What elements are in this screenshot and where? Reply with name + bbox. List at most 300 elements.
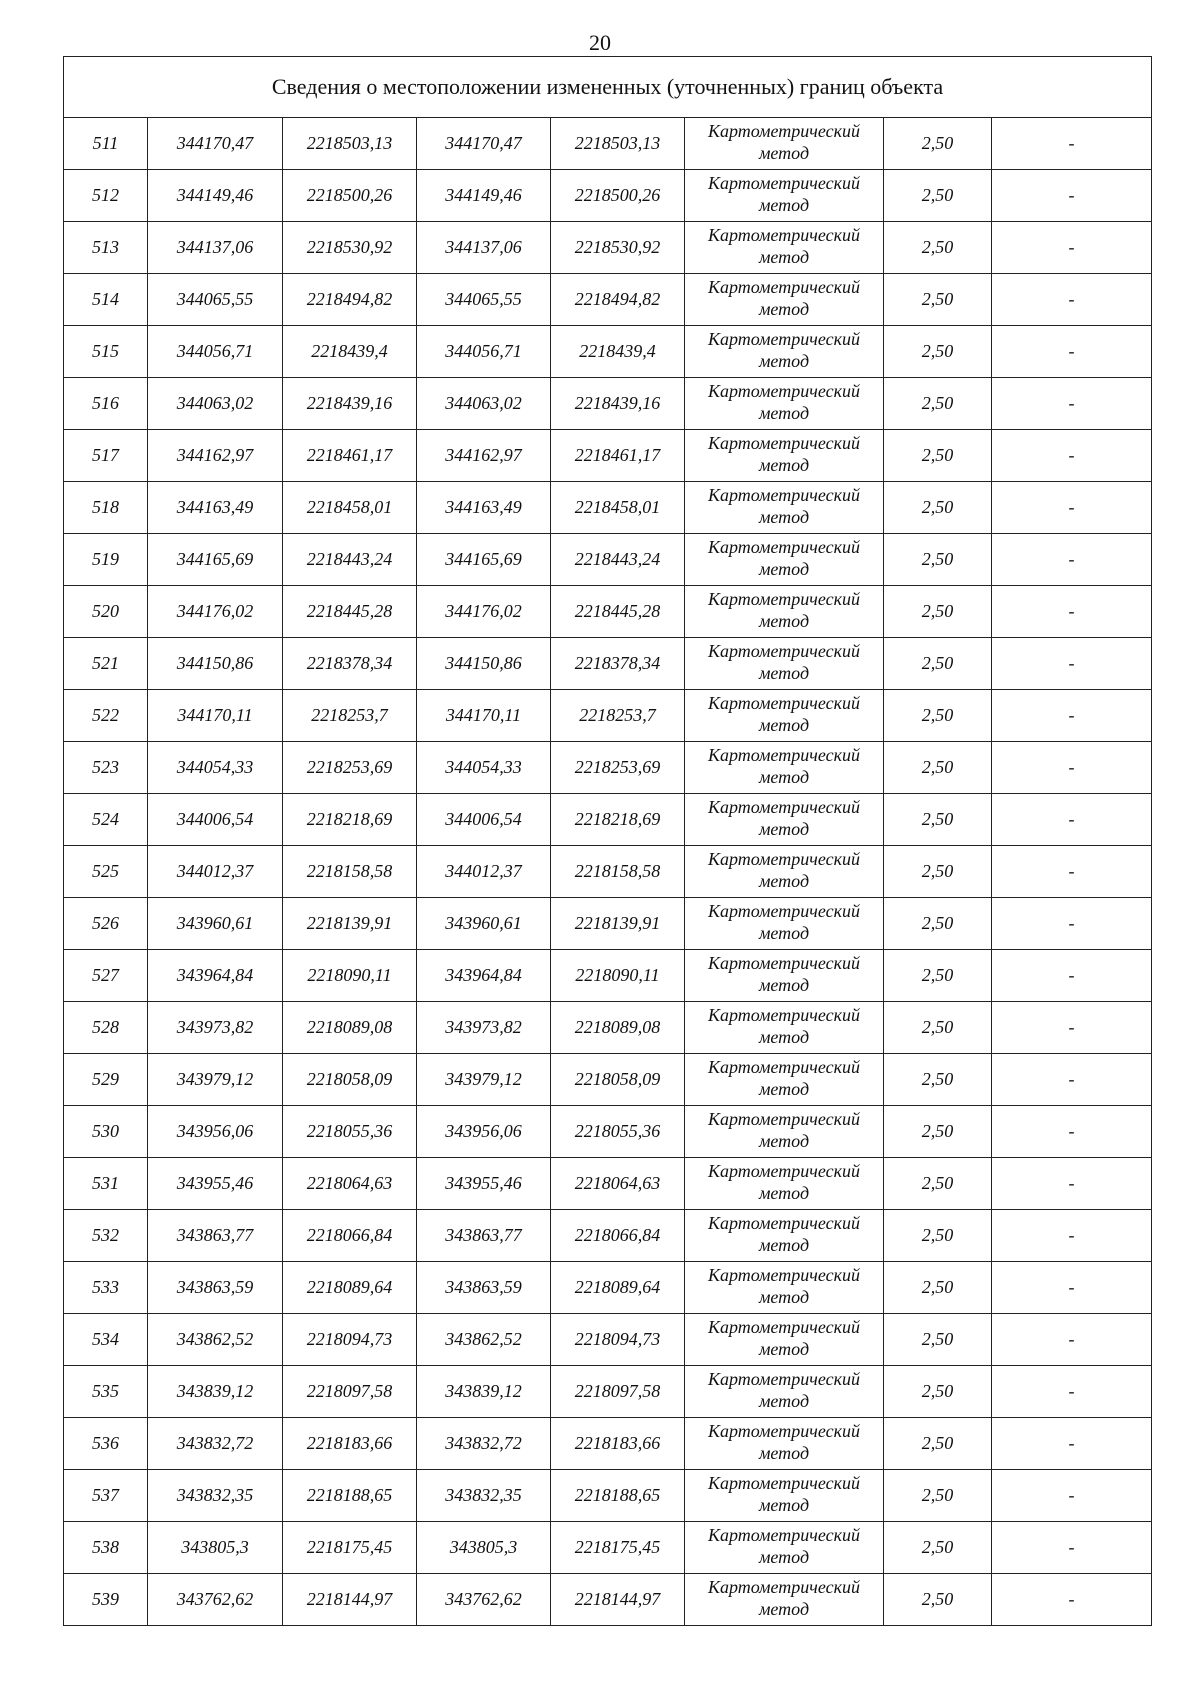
accuracy-cell: 2,50 <box>884 482 992 534</box>
new-x-cell: 343979,12 <box>417 1054 551 1106</box>
existing-y-cell: 2218089,64 <box>283 1262 417 1314</box>
existing-y-cell: 2218066,84 <box>283 1210 417 1262</box>
accuracy-cell: 2,50 <box>884 1210 992 1262</box>
new-x-cell: 343863,59 <box>417 1262 551 1314</box>
method-cell <box>685 898 884 950</box>
method-line-2: метод <box>758 1183 810 1203</box>
method-line-1: Картометрический <box>707 849 860 869</box>
existing-y-cell: 2218439,16 <box>283 378 417 430</box>
method-line-1: Картометрический <box>707 1421 860 1441</box>
new-x-cell: 344162,97 <box>417 430 551 482</box>
table-row <box>64 1366 1152 1418</box>
method-line-2: метод <box>758 975 810 995</box>
method-line-1: Картометрический <box>707 745 860 765</box>
new-y-cell: 2218500,26 <box>551 170 685 222</box>
description-cell: - <box>992 378 1152 430</box>
description-cell: - <box>992 1002 1152 1054</box>
point-number-cell: 530 <box>64 1106 148 1158</box>
accuracy-cell: 2,50 <box>884 1262 992 1314</box>
existing-x-cell: 344006,54 <box>148 794 283 846</box>
new-x-cell: 343964,84 <box>417 950 551 1002</box>
existing-y-cell: 2218097,58 <box>283 1366 417 1418</box>
accuracy-cell: 2,50 <box>884 1522 992 1574</box>
existing-x-cell: 344149,46 <box>148 170 283 222</box>
table-row <box>64 690 1152 742</box>
accuracy-cell: 2,50 <box>884 430 992 482</box>
method-line-1: Картометрический <box>707 1369 860 1389</box>
description-cell: - <box>992 430 1152 482</box>
description-cell: - <box>992 898 1152 950</box>
existing-y-cell: 2218058,09 <box>283 1054 417 1106</box>
description-cell: - <box>992 742 1152 794</box>
point-number-cell: 511 <box>64 118 148 170</box>
point-number-cell: 513 <box>64 222 148 274</box>
existing-x-cell: 343839,12 <box>148 1366 283 1418</box>
method-line-1: Картометрический <box>707 1317 860 1337</box>
method-cell <box>685 638 884 690</box>
existing-x-cell: 343832,72 <box>148 1418 283 1470</box>
accuracy-cell: 2,50 <box>884 1470 992 1522</box>
accuracy-cell: 2,50 <box>884 378 992 430</box>
new-x-cell: 344176,02 <box>417 586 551 638</box>
description-cell: - <box>992 1054 1152 1106</box>
table-row <box>64 1210 1152 1262</box>
new-y-cell: 2218055,36 <box>551 1106 685 1158</box>
method-line-2: метод <box>758 663 810 683</box>
existing-y-cell: 2218253,69 <box>283 742 417 794</box>
new-x-cell: 343762,62 <box>417 1574 551 1626</box>
accuracy-cell: 2,50 <box>884 326 992 378</box>
page-number: 20 <box>589 30 611 55</box>
point-number-cell: 516 <box>64 378 148 430</box>
new-y-cell: 2218445,28 <box>551 586 685 638</box>
new-y-cell: 2218158,58 <box>551 846 685 898</box>
existing-y-cell: 2218253,7 <box>283 690 417 742</box>
method-line-1: Картометрический <box>707 433 860 453</box>
accuracy-cell: 2,50 <box>884 586 992 638</box>
table-row <box>64 1470 1152 1522</box>
method-line-2: метод <box>758 247 810 267</box>
existing-x-cell: 344170,47 <box>148 118 283 170</box>
accuracy-cell: 2,50 <box>884 1054 992 1106</box>
new-y-cell: 2218494,82 <box>551 274 685 326</box>
point-number-cell: 524 <box>64 794 148 846</box>
method-line-2: метод <box>758 351 810 371</box>
accuracy-cell: 2,50 <box>884 898 992 950</box>
method-cell <box>685 274 884 326</box>
description-cell: - <box>992 1314 1152 1366</box>
new-y-cell: 2218188,65 <box>551 1470 685 1522</box>
description-cell: - <box>992 586 1152 638</box>
new-x-cell: 343832,35 <box>417 1470 551 1522</box>
accuracy-cell: 2,50 <box>884 742 992 794</box>
description-cell: - <box>992 118 1152 170</box>
method-line-1: Картометрический <box>707 1525 860 1545</box>
table-row <box>64 794 1152 846</box>
method-line-2: метод <box>758 767 810 787</box>
method-line-2: метод <box>758 1599 810 1619</box>
new-x-cell: 344012,37 <box>417 846 551 898</box>
method-line-1: Картометрический <box>707 225 860 245</box>
table-row <box>64 898 1152 950</box>
new-y-cell: 2218253,69 <box>551 742 685 794</box>
accuracy-cell: 2,50 <box>884 846 992 898</box>
method-line-2: метод <box>758 819 810 839</box>
new-x-cell: 344165,69 <box>417 534 551 586</box>
method-line-1: Картометрический <box>707 901 860 921</box>
point-number-cell: 536 <box>64 1418 148 1470</box>
new-x-cell: 344063,02 <box>417 378 551 430</box>
existing-x-cell: 343832,35 <box>148 1470 283 1522</box>
accuracy-cell: 2,50 <box>884 1106 992 1158</box>
existing-y-cell: 2218144,97 <box>283 1574 417 1626</box>
new-x-cell: 343863,77 <box>417 1210 551 1262</box>
new-x-cell: 344163,49 <box>417 482 551 534</box>
point-number-cell: 526 <box>64 898 148 950</box>
method-line-1: Картометрический <box>707 1473 860 1493</box>
description-cell: - <box>992 846 1152 898</box>
table-row <box>64 1314 1152 1366</box>
description-cell: - <box>992 1262 1152 1314</box>
point-number-cell: 538 <box>64 1522 148 1574</box>
method-cell <box>685 950 884 1002</box>
description-cell: - <box>992 1522 1152 1574</box>
method-cell <box>685 1366 884 1418</box>
existing-x-cell: 343964,84 <box>148 950 283 1002</box>
new-x-cell: 344150,86 <box>417 638 551 690</box>
table-row <box>64 1522 1152 1574</box>
accuracy-cell: 2,50 <box>884 1366 992 1418</box>
new-y-cell: 2218175,45 <box>551 1522 685 1574</box>
point-number-cell: 535 <box>64 1366 148 1418</box>
method-line-2: метод <box>758 143 810 163</box>
method-cell <box>685 378 884 430</box>
table-row <box>64 534 1152 586</box>
new-y-cell: 2218090,11 <box>551 950 685 1002</box>
method-cell <box>685 534 884 586</box>
point-number-cell: 519 <box>64 534 148 586</box>
accuracy-cell: 2,50 <box>884 950 992 1002</box>
accuracy-cell: 2,50 <box>884 170 992 222</box>
accuracy-cell: 2,50 <box>884 1002 992 1054</box>
accuracy-cell: 2,50 <box>884 1418 992 1470</box>
new-y-cell: 2218503,13 <box>551 118 685 170</box>
point-number-cell: 514 <box>64 274 148 326</box>
method-line-2: метод <box>758 195 810 215</box>
new-y-cell: 2218089,08 <box>551 1002 685 1054</box>
description-cell: - <box>992 170 1152 222</box>
method-line-2: метод <box>758 715 810 735</box>
method-cell <box>685 1418 884 1470</box>
existing-x-cell: 344065,55 <box>148 274 283 326</box>
method-line-1: Картометрический <box>707 277 860 297</box>
table-title-row <box>64 57 1152 118</box>
existing-x-cell: 343973,82 <box>148 1002 283 1054</box>
method-line-1: Картометрический <box>707 797 860 817</box>
method-line-2: метод <box>758 455 810 475</box>
point-number-cell: 521 <box>64 638 148 690</box>
method-cell <box>685 1314 884 1366</box>
method-cell <box>685 1470 884 1522</box>
existing-y-cell: 2218094,73 <box>283 1314 417 1366</box>
method-line-1: Картометрический <box>707 1213 860 1233</box>
point-number-cell: 522 <box>64 690 148 742</box>
table-title: Сведения о местоположении измененных (уточненных) границ объекта <box>64 57 1152 118</box>
accuracy-cell: 2,50 <box>884 690 992 742</box>
existing-x-cell: 344056,71 <box>148 326 283 378</box>
new-x-cell: 344006,54 <box>417 794 551 846</box>
method-cell <box>685 482 884 534</box>
description-cell: - <box>992 1418 1152 1470</box>
method-cell <box>685 1158 884 1210</box>
new-y-cell: 2218378,34 <box>551 638 685 690</box>
existing-y-cell: 2218218,69 <box>283 794 417 846</box>
method-line-1: Картометрический <box>707 121 860 141</box>
table-row <box>64 430 1152 482</box>
point-number-cell: 525 <box>64 846 148 898</box>
method-line-1: Картометрический <box>707 953 860 973</box>
existing-x-cell: 343956,06 <box>148 1106 283 1158</box>
method-cell <box>685 222 884 274</box>
table-row <box>64 1106 1152 1158</box>
new-x-cell: 343955,46 <box>417 1158 551 1210</box>
existing-y-cell: 2218055,36 <box>283 1106 417 1158</box>
description-cell: - <box>992 222 1152 274</box>
method-line-2: метод <box>758 1287 810 1307</box>
method-cell <box>685 1522 884 1574</box>
method-line-2: метод <box>758 1391 810 1411</box>
table-row <box>64 846 1152 898</box>
existing-y-cell: 2218530,92 <box>283 222 417 274</box>
table-row <box>64 222 1152 274</box>
table-row <box>64 274 1152 326</box>
existing-y-cell: 2218439,4 <box>283 326 417 378</box>
table-row <box>64 1054 1152 1106</box>
existing-x-cell: 344170,11 <box>148 690 283 742</box>
coordinates-table-container <box>63 56 1151 1626</box>
method-line-2: метод <box>758 1339 810 1359</box>
accuracy-cell: 2,50 <box>884 794 992 846</box>
existing-y-cell: 2218443,24 <box>283 534 417 586</box>
method-cell <box>685 170 884 222</box>
new-y-cell: 2218530,92 <box>551 222 685 274</box>
method-line-1: Картометрический <box>707 173 860 193</box>
existing-y-cell: 2218500,26 <box>283 170 417 222</box>
method-line-1: Картометрический <box>707 329 860 349</box>
table-row <box>64 482 1152 534</box>
method-cell <box>685 1210 884 1262</box>
existing-x-cell: 344063,02 <box>148 378 283 430</box>
existing-x-cell: 344150,86 <box>148 638 283 690</box>
new-y-cell: 2218139,91 <box>551 898 685 950</box>
description-cell: - <box>992 482 1152 534</box>
existing-x-cell: 344165,69 <box>148 534 283 586</box>
new-x-cell: 343973,82 <box>417 1002 551 1054</box>
method-line-1: Картометрический <box>707 1057 860 1077</box>
existing-x-cell: 343762,62 <box>148 1574 283 1626</box>
method-line-1: Картометрический <box>707 1577 860 1597</box>
point-number-cell: 539 <box>64 1574 148 1626</box>
method-line-1: Картометрический <box>707 1005 860 1025</box>
new-x-cell: 343832,72 <box>417 1418 551 1470</box>
existing-y-cell: 2218139,91 <box>283 898 417 950</box>
new-x-cell: 343956,06 <box>417 1106 551 1158</box>
new-y-cell: 2218439,16 <box>551 378 685 430</box>
existing-x-cell: 343862,52 <box>148 1314 283 1366</box>
description-cell: - <box>992 1106 1152 1158</box>
point-number-cell: 529 <box>64 1054 148 1106</box>
method-line-1: Картометрический <box>707 485 860 505</box>
accuracy-cell: 2,50 <box>884 1574 992 1626</box>
new-y-cell: 2218253,7 <box>551 690 685 742</box>
existing-x-cell: 344162,97 <box>148 430 283 482</box>
point-number-cell: 527 <box>64 950 148 1002</box>
description-cell: - <box>992 326 1152 378</box>
table-row <box>64 1262 1152 1314</box>
existing-y-cell: 2218090,11 <box>283 950 417 1002</box>
method-line-2: метод <box>758 923 810 943</box>
method-line-2: метод <box>758 1443 810 1463</box>
method-line-2: метод <box>758 1547 810 1567</box>
method-line-2: метод <box>758 1027 810 1047</box>
existing-y-cell: 2218458,01 <box>283 482 417 534</box>
new-x-cell: 343862,52 <box>417 1314 551 1366</box>
accuracy-cell: 2,50 <box>884 222 992 274</box>
new-x-cell: 344054,33 <box>417 742 551 794</box>
existing-y-cell: 2218188,65 <box>283 1470 417 1522</box>
method-cell <box>685 1106 884 1158</box>
existing-x-cell: 343863,77 <box>148 1210 283 1262</box>
new-y-cell: 2218066,84 <box>551 1210 685 1262</box>
method-line-2: метод <box>758 403 810 423</box>
point-number-cell: 523 <box>64 742 148 794</box>
table-row <box>64 170 1152 222</box>
new-x-cell: 344149,46 <box>417 170 551 222</box>
description-cell: - <box>992 690 1152 742</box>
method-line-2: метод <box>758 507 810 527</box>
table-row <box>64 950 1152 1002</box>
method-cell <box>685 1002 884 1054</box>
existing-x-cell: 344137,06 <box>148 222 283 274</box>
point-number-cell: 533 <box>64 1262 148 1314</box>
method-line-2: метод <box>758 611 810 631</box>
point-number-cell: 512 <box>64 170 148 222</box>
description-cell: - <box>992 1470 1152 1522</box>
existing-y-cell: 2218378,34 <box>283 638 417 690</box>
accuracy-cell: 2,50 <box>884 534 992 586</box>
table-body <box>64 57 1152 1626</box>
point-number-cell: 518 <box>64 482 148 534</box>
table-row <box>64 1418 1152 1470</box>
method-cell <box>685 1054 884 1106</box>
existing-y-cell: 2218494,82 <box>283 274 417 326</box>
point-number-cell: 532 <box>64 1210 148 1262</box>
point-number-cell: 520 <box>64 586 148 638</box>
accuracy-cell: 2,50 <box>884 1158 992 1210</box>
accuracy-cell: 2,50 <box>884 1314 992 1366</box>
method-line-1: Картометрический <box>707 693 860 713</box>
method-line-1: Картометрический <box>707 641 860 661</box>
method-line-2: метод <box>758 1131 810 1151</box>
existing-y-cell: 2218183,66 <box>283 1418 417 1470</box>
table-row <box>64 1158 1152 1210</box>
table-row <box>64 1574 1152 1626</box>
method-line-2: метод <box>758 299 810 319</box>
description-cell: - <box>992 534 1152 586</box>
method-line-1: Картометрический <box>707 1109 860 1129</box>
method-line-1: Картометрический <box>707 589 860 609</box>
new-x-cell: 344137,06 <box>417 222 551 274</box>
new-y-cell: 2218443,24 <box>551 534 685 586</box>
method-cell <box>685 1574 884 1626</box>
table-row <box>64 378 1152 430</box>
new-y-cell: 2218458,01 <box>551 482 685 534</box>
existing-y-cell: 2218089,08 <box>283 1002 417 1054</box>
method-line-2: метод <box>758 1235 810 1255</box>
accuracy-cell: 2,50 <box>884 638 992 690</box>
new-x-cell: 344170,47 <box>417 118 551 170</box>
table-row <box>64 742 1152 794</box>
method-line-2: метод <box>758 1079 810 1099</box>
existing-x-cell: 343960,61 <box>148 898 283 950</box>
method-cell <box>685 690 884 742</box>
existing-x-cell: 343863,59 <box>148 1262 283 1314</box>
description-cell: - <box>992 1574 1152 1626</box>
accuracy-cell: 2,50 <box>884 118 992 170</box>
new-y-cell: 2218439,4 <box>551 326 685 378</box>
table-row <box>64 638 1152 690</box>
description-cell: - <box>992 950 1152 1002</box>
description-cell: - <box>992 1210 1152 1262</box>
new-y-cell: 2218218,69 <box>551 794 685 846</box>
new-x-cell: 344170,11 <box>417 690 551 742</box>
description-cell: - <box>992 274 1152 326</box>
new-y-cell: 2218097,58 <box>551 1366 685 1418</box>
table-row <box>64 118 1152 170</box>
existing-y-cell: 2218064,63 <box>283 1158 417 1210</box>
existing-x-cell: 344054,33 <box>148 742 283 794</box>
point-number-cell: 534 <box>64 1314 148 1366</box>
method-line-1: Картометрический <box>707 381 860 401</box>
point-number-cell: 517 <box>64 430 148 482</box>
method-line-2: метод <box>758 559 810 579</box>
method-cell <box>685 1262 884 1314</box>
new-x-cell: 344056,71 <box>417 326 551 378</box>
existing-y-cell: 2218158,58 <box>283 846 417 898</box>
new-x-cell: 343805,3 <box>417 1522 551 1574</box>
new-y-cell: 2218144,97 <box>551 1574 685 1626</box>
existing-x-cell: 343979,12 <box>148 1054 283 1106</box>
new-x-cell: 344065,55 <box>417 274 551 326</box>
method-line-1: Картометрический <box>707 1265 860 1285</box>
description-cell: - <box>992 1158 1152 1210</box>
new-y-cell: 2218183,66 <box>551 1418 685 1470</box>
new-y-cell: 2218064,63 <box>551 1158 685 1210</box>
existing-y-cell: 2218461,17 <box>283 430 417 482</box>
coordinates-table <box>63 56 1152 1626</box>
method-cell <box>685 586 884 638</box>
existing-x-cell: 344176,02 <box>148 586 283 638</box>
point-number-cell: 515 <box>64 326 148 378</box>
existing-y-cell: 2218503,13 <box>283 118 417 170</box>
existing-x-cell: 344163,49 <box>148 482 283 534</box>
method-line-2: метод <box>758 1495 810 1515</box>
new-y-cell: 2218089,64 <box>551 1262 685 1314</box>
description-cell: - <box>992 1366 1152 1418</box>
method-line-1: Картометрический <box>707 1161 860 1181</box>
method-cell <box>685 430 884 482</box>
existing-x-cell: 343955,46 <box>148 1158 283 1210</box>
